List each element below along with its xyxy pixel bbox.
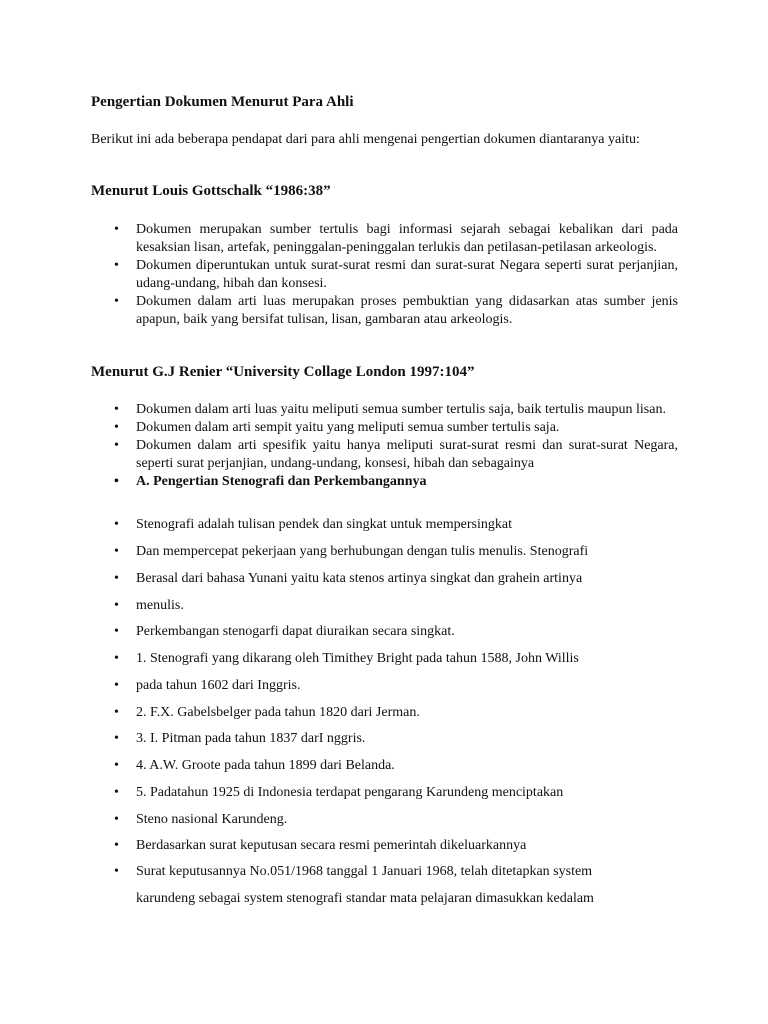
list-item-text: Dokumen dalam arti sempit yaitu yang meliputi semua sumber tertulis saja. [136, 420, 560, 435]
bullet-icon: • [114, 517, 119, 532]
bullet-icon: • [114, 731, 119, 746]
list-item [0, 419, 678, 437]
steno-item-text: Surat keputusannya No.051/1968 tanggal 1 Januari 1968, telah ditetapkan system [136, 864, 593, 879]
bullet-icon: • [114, 758, 119, 773]
bullet-icon: • [114, 258, 119, 273]
gottschalk-list [0, 221, 678, 329]
list-item [0, 401, 678, 419]
steno-item-text: pada tahun 1602 dari Inggris. [136, 678, 301, 693]
bullet-icon: • [114, 402, 119, 417]
bullet-icon: • [114, 864, 119, 879]
steno-item-text: 5. Padatahun 1925 di Indonesia terdapat pengarang Karundeng menciptakan [136, 785, 564, 800]
bullet-icon: • [114, 544, 119, 559]
steno-item-text: Berdasarkan surat keputusan secara resmi pemerintah dikeluarkannya [136, 838, 527, 853]
list-item [0, 437, 678, 473]
steno-item-text: 1. Stenografi yang dikarang oleh Timithey Bright pada tahun 1588, John Willis [136, 651, 579, 666]
steno-item-text: Steno nasional Karundeng. [136, 812, 288, 827]
document-title: Pengertian Dokumen Menurut Para Ahli [91, 94, 354, 110]
steno-item-text: menulis. [136, 598, 184, 613]
steno-item-text: 4. A.W. Groote pada tahun 1899 dari Belanda. [136, 758, 395, 773]
bullet-icon: • [114, 474, 119, 489]
steno-item-text: Dan mempercepat pekerjaan yang berhubungan dengan tulis menulis. Stenografi [136, 544, 589, 559]
bullet-icon: • [114, 624, 119, 639]
list-item-text: Dokumen dalam arti spesifik yaitu hanya meliputi surat-surat resmi dan surat-surat Negara, seperti surat perjanjian, undang-undang, konsesi, hibah dan sebagainya [136, 438, 678, 471]
continuation-line: karundeng sebagai system stenografi standar mata pelajaran dimasukkan kedalam [136, 891, 594, 906]
renier-list [0, 401, 678, 491]
list-item-text: Dokumen diperuntukan untuk surat-surat resmi dan surat-surat Negara seperti surat perjanjian, udang-undang, hibah dan konsesi. [136, 258, 678, 291]
bullet-icon: • [114, 678, 119, 693]
list-item [0, 221, 678, 257]
steno-item-text: 2. F.X. Gabelsbelger pada tahun 1820 dari Jerman. [136, 705, 420, 720]
bullet-icon: • [114, 705, 119, 720]
list-item-text: Dokumen merupakan sumber tertulis bagi informasi sejarah sebagai kebalikan dari pada kesaksian lisan, artefak, peninggalan-peninggalan terlukis dan petilasan-petilasan arkeologis. [136, 222, 678, 255]
steno-item-text: Perkembangan stenogarfi dapat diuraikan secara singkat. [136, 624, 455, 639]
bullet-icon: • [114, 571, 119, 586]
steno-item-text: 3. I. Pitman pada tahun 1837 darI nggris. [136, 731, 366, 746]
subsection-heading-stenografi [0, 473, 678, 491]
list-item [0, 293, 678, 329]
bullet-icon: • [114, 785, 119, 800]
bullet-icon: • [114, 812, 119, 827]
intro-paragraph: Berikut ini ada beberapa pendapat dari para ahli mengenai pengertian dokumen diantaranya yaitu: [91, 132, 640, 147]
list-item-text: Dokumen dalam arti luas merupakan proses pembuktian yang didasarkan atas sumber jenis apapun, baik yang bersifat tulisan, lisan, gambaran atau arkeologis. [136, 294, 678, 327]
section-heading-renier: Menurut G.J Renier “University Collage London 1997:104” [91, 364, 475, 380]
bullet-icon: • [114, 598, 119, 613]
bullet-icon: • [114, 222, 119, 237]
bullet-icon: • [114, 838, 119, 853]
bullet-icon: • [114, 294, 119, 309]
bullet-icon: • [114, 420, 119, 435]
bullet-icon: • [114, 651, 119, 666]
steno-item-text: Stenografi adalah tulisan pendek dan singkat untuk mempersingkat [136, 517, 512, 532]
list-item [0, 257, 678, 293]
section-heading-gottschalk: Menurut Louis Gottschalk “1986:38” [91, 183, 331, 199]
list-item-text: A. Pengertian Stenografi dan Perkembangannya [136, 474, 427, 489]
list-item-text: Dokumen dalam arti luas yaitu meliputi semua sumber tertulis saja, baik tertulis maupun lisan. [136, 402, 666, 417]
bullet-icon: • [114, 438, 119, 453]
steno-item-text: Berasal dari bahasa Yunani yaitu kata stenos artinya singkat dan grahein artinya [136, 571, 583, 586]
